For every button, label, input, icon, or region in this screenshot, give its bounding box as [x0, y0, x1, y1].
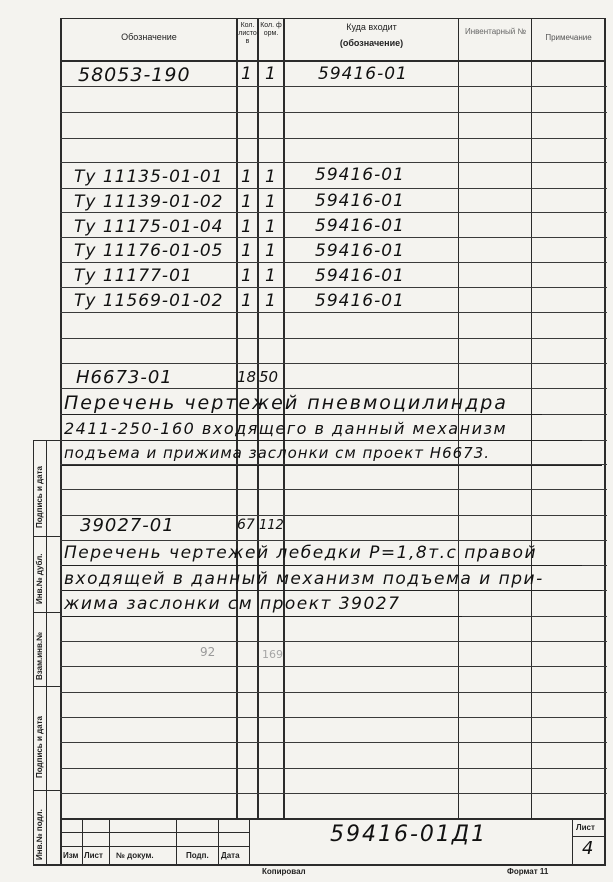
- row-qty-formats: 1: [265, 192, 277, 212]
- row-line: [60, 162, 607, 163]
- note-underline: [62, 440, 582, 441]
- row-designation: Ту 11569-01-02: [74, 291, 224, 311]
- title-vline: [249, 818, 250, 864]
- row-where-used: 59416-01: [315, 165, 405, 185]
- row-line: [60, 363, 607, 364]
- row-qty-sheets: 1: [241, 291, 253, 311]
- row-qty-sheets: 1: [241, 241, 253, 261]
- row-qty-sheets: 1: [241, 167, 253, 187]
- row-qty-formats: 1: [265, 167, 277, 187]
- header-designation: Обозначение: [121, 32, 177, 42]
- header-note: Примечание: [545, 33, 592, 42]
- stamp-outer-left: [33, 440, 34, 866]
- side-label-duplicate-inv: Инв.№ дубл.: [35, 553, 44, 604]
- row-line: [60, 717, 607, 718]
- stamp-divider: [33, 536, 60, 537]
- row-qty-formats: 112: [259, 518, 284, 533]
- row-where-used: 59416-01: [315, 216, 405, 236]
- title-col-signature: Подп.: [186, 851, 209, 860]
- title-col-doc-number: № докум.: [116, 851, 154, 860]
- row-designation: 39027-01: [80, 515, 175, 536]
- footer-format: Формат 11: [507, 867, 549, 876]
- row-line: [60, 540, 607, 541]
- sheet-number: 4: [582, 838, 595, 859]
- note-line: входящей в данный механизм подъема и при-: [64, 569, 544, 589]
- frame-left: [60, 18, 62, 866]
- row-qty-formats: 1: [265, 291, 277, 311]
- note-line: подъема и прижима заслонки см проект Н6673.: [64, 444, 491, 462]
- row-qty-formats: 1: [265, 64, 277, 84]
- row-line: [60, 138, 607, 139]
- stamp-divider: [33, 790, 60, 791]
- frame-bottom: [33, 864, 606, 866]
- row-line: [60, 666, 607, 667]
- row-where-used: 59416-01: [315, 291, 405, 311]
- row-qty-formats: 1: [265, 217, 277, 237]
- header-where-used: Куда входит: [346, 22, 397, 32]
- stamp-divider: [33, 440, 60, 441]
- document-number: 59416-01Д1: [330, 822, 488, 847]
- row-line: [60, 388, 607, 389]
- row-line: [60, 237, 607, 238]
- note-line: Перечень чертежей пневмоцилиндра: [64, 392, 508, 414]
- stamp-inner-left: [46, 440, 47, 866]
- header-where-used-sub: (обозначение): [339, 38, 404, 48]
- note-line: 2411-250-160 входящего в данный механизм: [64, 419, 508, 438]
- row-qty-sheets: 18: [237, 368, 257, 386]
- row-line: [60, 312, 607, 313]
- note-underline: [62, 465, 602, 466]
- row-line: [60, 262, 607, 263]
- title-vline: [176, 818, 177, 864]
- note-underline: [62, 414, 542, 415]
- row-designation: Н6673-01: [76, 367, 173, 388]
- row-line: [60, 742, 607, 743]
- row-designation: Ту 11175-01-04: [74, 217, 224, 237]
- row-where-used: 59416-01: [315, 241, 405, 261]
- row-line: [60, 212, 607, 213]
- row-qty-sheets: 1: [241, 192, 253, 212]
- row-designation: Ту 11177-01: [74, 266, 193, 286]
- row-line: [60, 86, 607, 87]
- note-underline: [62, 616, 462, 617]
- title-vline: [572, 818, 573, 864]
- faint-mark: 92: [200, 645, 216, 659]
- row-designation: Ту 11176-01-05: [74, 241, 224, 261]
- row-where-used: 59416-01: [315, 266, 405, 286]
- row-line: [60, 793, 607, 794]
- row-qty-sheets: 67: [237, 517, 255, 533]
- row-line: [60, 112, 607, 113]
- side-label-signature-date-2: Подпись и дата: [35, 716, 44, 778]
- title-line: [60, 832, 249, 833]
- side-label-signature-date: Подпись и дата: [35, 466, 44, 528]
- row-line: [60, 768, 607, 769]
- row-qty-formats: 50: [259, 368, 279, 386]
- note-line: жима заслонки см проект 39027: [64, 594, 401, 614]
- note-underline: [62, 565, 582, 566]
- row-line: [60, 188, 607, 189]
- title-vline: [218, 818, 219, 864]
- title-line: [60, 846, 249, 847]
- title-vline: [82, 818, 83, 864]
- side-label-original-inv: Инв.№ подл.: [35, 809, 44, 860]
- row-qty-formats: 1: [265, 241, 277, 261]
- header-qty-sheets: Кол. листов: [238, 22, 257, 45]
- header-qty-formats: Кол. форм.: [260, 22, 282, 37]
- row-qty-formats: 1: [265, 266, 277, 286]
- note-underline: [62, 590, 602, 591]
- row-line: [60, 692, 607, 693]
- row-designation: Ту 11135-01-01: [74, 167, 224, 187]
- row-designation: Ту 11139-01-02: [74, 192, 224, 212]
- title-col-sheet: Лист: [84, 851, 103, 860]
- title-col-change: Изм: [63, 851, 79, 860]
- title-col-date: Дата: [221, 851, 240, 860]
- frame-right: [604, 18, 606, 866]
- row-qty-sheets: 1: [241, 64, 253, 84]
- row-line: [60, 641, 607, 642]
- stamp-divider: [33, 686, 60, 687]
- title-line: [572, 836, 606, 837]
- row-where-used: 59416-01: [318, 64, 408, 84]
- side-label-replace-inv: Взам.инв.№: [35, 631, 44, 680]
- stamp-divider: [33, 612, 60, 613]
- sheet-label: Лист: [576, 823, 595, 832]
- header-bottom-line: [60, 60, 606, 62]
- row-qty-sheets: 1: [241, 266, 253, 286]
- footer-copied: Копировал: [262, 867, 306, 876]
- title-block-top-line: [60, 818, 606, 820]
- title-vline: [109, 818, 110, 864]
- row-line: [60, 287, 607, 288]
- row-line: [60, 489, 607, 490]
- frame-top: [60, 18, 606, 19]
- row-designation: 58053-190: [78, 64, 191, 86]
- faint-mark: 169: [262, 648, 283, 661]
- row-where-used: 59416-01: [315, 191, 405, 211]
- header-inventory: Инвентарный №: [464, 27, 527, 36]
- note-line: Перечень чертежей лебедки Р=1,8т.с правой: [64, 543, 538, 563]
- row-line: [60, 338, 607, 339]
- row-qty-sheets: 1: [241, 217, 253, 237]
